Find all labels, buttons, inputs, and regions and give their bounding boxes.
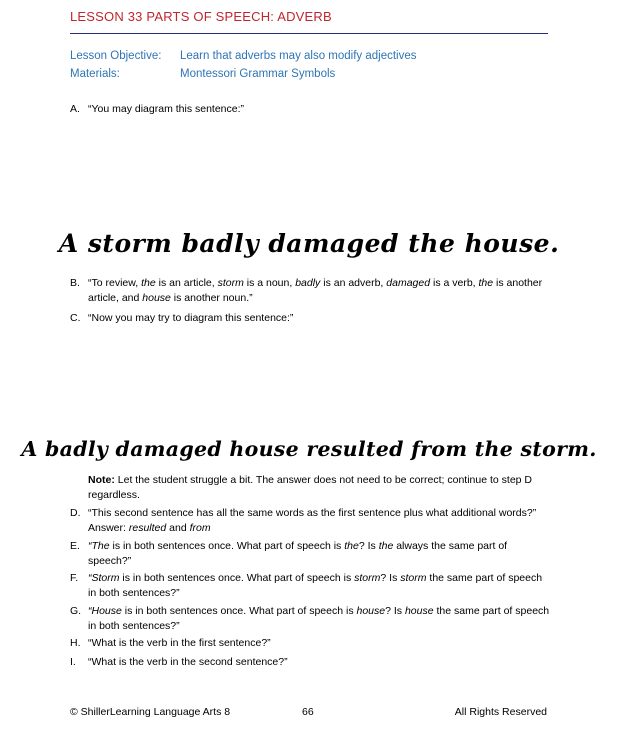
step-text: “Now you may try to diagram this sentence:”: [88, 312, 294, 324]
step-text: “What is the verb in the second sentence?”: [88, 656, 288, 668]
materials-label: Materials:: [70, 68, 120, 80]
footer-copyright: © ShillerLearning Language Arts 8: [70, 706, 231, 718]
lesson-title: LESSON 33 PARTS OF SPEECH: ADVERB: [70, 9, 332, 24]
step-text: “House is in both sentences once. What part of speech is house? Is house the same part of speech in both sentences?”: [88, 605, 550, 632]
step-text: “This second sentence has all the same words as the first sentence plus what additional words?” Answer: resulted and from: [88, 507, 537, 534]
step-letter: B.: [70, 277, 80, 289]
step-text: “To review, the is an article, storm is a noun, badly is an adverb, damaged is a verb, the is another article, and house is another noun.”: [88, 277, 543, 304]
step-letter: A.: [70, 103, 80, 115]
note-label: Note:: [88, 474, 115, 486]
objective-label: Lesson Objective:: [70, 50, 162, 62]
step-letter: H.: [70, 637, 81, 649]
title-divider: [70, 33, 548, 34]
objective-row: [70, 50, 417, 62]
example-sentence-2: A badly damaged house resulted from the storm.: [21, 437, 597, 461]
footer-rights: All Rights Reserved: [454, 706, 547, 718]
step-text: “The is in both sentences once. What part of speech is the? Is the always the same part of speech?”: [88, 540, 508, 567]
step-letter: F.: [70, 572, 79, 584]
teacher-note: [88, 473, 543, 503]
note-text: Let the student struggle a bit. The answer does not need to be correct; continue to step D regardless.: [88, 474, 532, 501]
step-letter: I.: [70, 656, 76, 668]
step-text: “You may diagram this sentence:”: [88, 103, 245, 115]
step-text: “Storm is in both sentences once. What part of speech is storm? Is storm the same part of speech in both sentences?”: [88, 572, 543, 599]
footer-page-number: 66: [302, 706, 314, 718]
materials-value: Montessori Grammar Symbols: [180, 68, 336, 80]
objective-value: Learn that adverbs may also modify adjectives: [180, 50, 417, 62]
materials-row: [70, 68, 335, 80]
step-letter: G.: [70, 605, 82, 617]
example-sentence-1: A storm badly damaged the house.: [58, 229, 560, 258]
step-letter: D.: [70, 507, 81, 519]
step-text: “What is the verb in the first sentence?”: [88, 637, 271, 649]
step-letter: C.: [70, 312, 81, 324]
step-letter: E.: [70, 540, 80, 552]
